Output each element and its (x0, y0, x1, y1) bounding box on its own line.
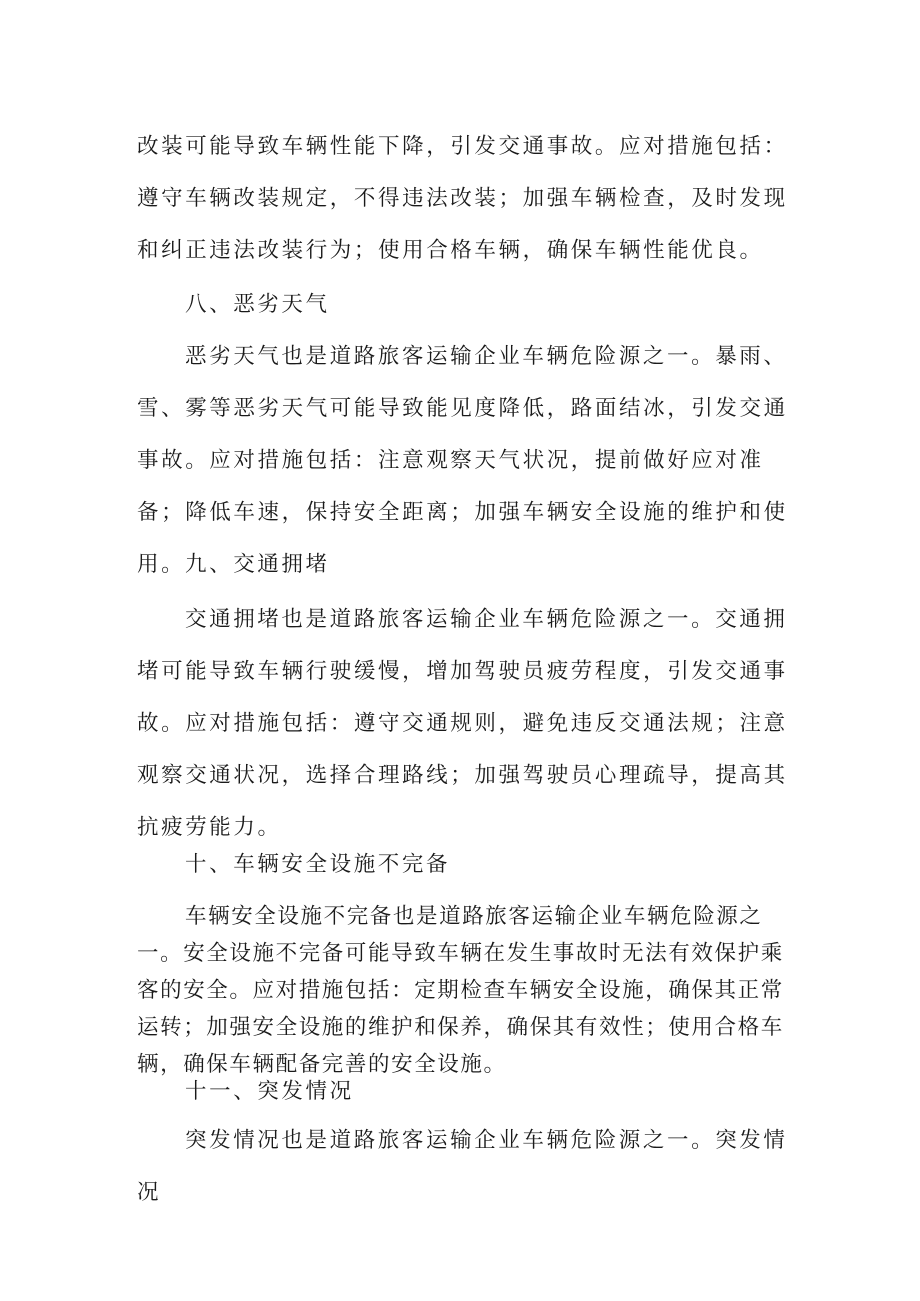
paragraph-severe-weather: 恶劣天气也是道路旅客运输企业车辆危险源之一。暴雨、雪、雾等恶劣天气可能导致能见度降低，路面结冰，引发交通事故。应对措施包括：注意观察天气状况，提前做好应对准备；降低车速，保持安全距离；加强车辆安全设施的维护和使用。 (137, 344, 788, 577)
heading-safety-facilities: 十、车辆安全设施不完备 (185, 852, 451, 877)
heading-severe-weather: 八、恶劣天气 (185, 292, 330, 317)
heading-traffic-congestion: 九、交通拥堵 (185, 552, 330, 577)
paragraph-traffic-congestion: 交通拥堵也是道路旅客运输企业车辆危险源之一。交通拥堵可能导致车辆行驶缓慢，增加驾驶员疲劳程度，引发交通事故。应对措施包括：遵守交通规则，避免违反交通法规；注意观察交通状况，选择合理路线；加强驾驶员心理疏导，提高其抗疲劳能力。 (137, 607, 788, 840)
paragraph-emergencies: 突发情况也是道路旅客运输企业车辆危险源之一。突发情况 (137, 1128, 788, 1205)
paragraph-safety-facilities: 车辆安全设施不完备也是道路旅客运输企业车辆危险源之一。安全设施不完备可能导致车辆在发生事故时无法有效保护乘客的安全。应对措施包括：定期检查车辆安全设施，确保其正常运转；加强安全设施的维护和保养，确保其有效性；使用合格车辆，确保车辆配备完善的安全设施。 (137, 904, 784, 1077)
heading-emergencies: 十一、突发情况 (185, 1079, 354, 1104)
paragraph-vehicle-modification: 改装可能导致车辆性能下降，引发交通事故。应对措施包括：遵守车辆改装规定，不得违法改装；加强车辆检查，及时发现和纠正违法改装行为；使用合格车辆，确保车辆性能优良。 (137, 134, 788, 263)
